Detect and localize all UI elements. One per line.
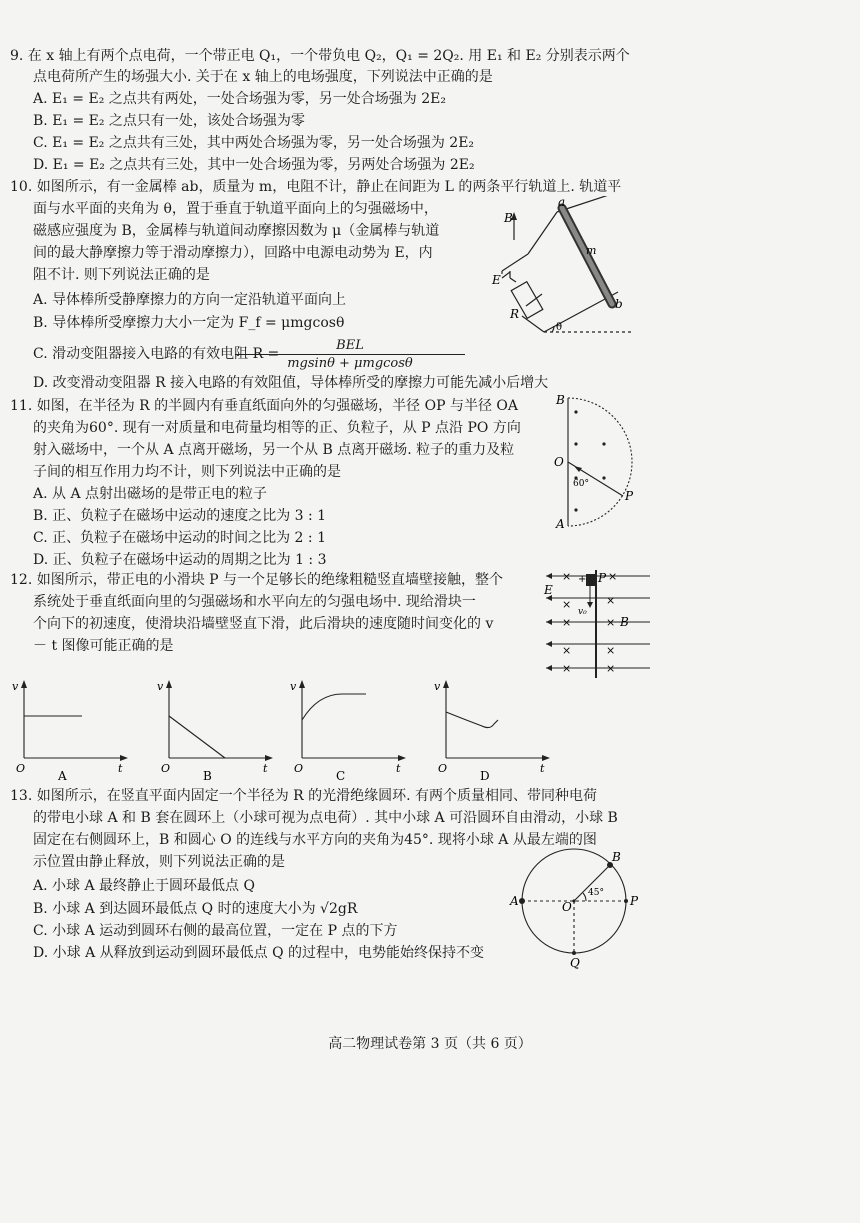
q10-fig-label-a: a (558, 196, 566, 209)
q11-option-c: C. 正、负粒子在磁场中运动的时间之比为 2 : 1 (33, 530, 326, 546)
q12-graph-b-o: O (161, 762, 171, 775)
q12-fig-cross-6: × (606, 594, 616, 607)
q10-stem-line3: 磁感应强度为 B，金属棒与轨道间动摩擦因数为 μ（金属棒与轨道 (33, 223, 440, 239)
q12-graph-a-v: v (12, 680, 19, 693)
q11-stem-line3: 射入磁场中，一个从 A 点离开磁场，另一个从 B 点离开磁场. 粒子的重力及粒 (33, 442, 515, 458)
q10-fig-label-b-end: b (615, 297, 623, 311)
q13-stem-line1: 13. 如图所示，在竖直平面内固定一个半径为 R 的光滑绝缘圆环. 有两个质量相同、带同种电荷 (10, 788, 598, 804)
q10-fraction-numerator: BEL (235, 338, 465, 355)
q10-fig-label-r: R (510, 307, 520, 321)
q13-stem-line2: 的带电小球 A 和 B 套在圆环上（小球可视为点电荷）. 其中小球 A 可沿圆环自由滑动，小球 B (33, 810, 618, 826)
q13-fig-label-q: Q (570, 956, 580, 970)
q11-figure-semicircle (548, 392, 648, 532)
q12-fig-label-p: P (598, 571, 607, 585)
q12-stem-line4: － t 图像可能正确的是 (33, 638, 174, 654)
q12-graph-a (10, 676, 130, 786)
q13-fig-label-o: O (562, 900, 572, 914)
q13-fig-label-a: A (510, 894, 519, 908)
q10-option-a: A. 导体棒所受静摩擦力的方向一定沿轨道平面向上 (33, 292, 347, 308)
q9-stem-line2: 点电荷所产生的场强大小. 关于在 x 轴上的电场强度，下列说法中正确的是 (33, 69, 493, 85)
q13-fig-label-b: B (612, 850, 621, 864)
q11-option-b: B. 正、负粒子在磁场中运动的速度之比为 3 : 1 (33, 508, 327, 524)
q13-option-c: C. 小球 A 运动到圆环右侧的最高位置，一定在 P 点的下方 (33, 923, 398, 939)
q9-option-c: C. E₁ = E₂ 之点共有三处，其中两处合场强为零，另一处合场强为 2E₂ (33, 135, 475, 151)
q12-graph-a-o: O (16, 762, 26, 775)
q12-graph-b-t: t (263, 762, 268, 775)
q12-fig-cross-4: × (562, 644, 572, 657)
q11-fig-label-angle: 60° (573, 479, 589, 489)
q11-option-d: D. 正、负粒子在磁场中运动的周期之比为 1 : 3 (33, 552, 327, 568)
q10-option-c: C. 滑动变阻器接入电路的有效电阻 R = (33, 346, 280, 362)
q12-fig-cross-3: × (562, 616, 572, 629)
q10-option-c-fraction (235, 338, 465, 371)
q10-fig-label-theta: θ (556, 322, 563, 333)
q12-fig-cross-10: × (608, 570, 618, 583)
q12-graph-b-label: B (203, 769, 212, 783)
q11-stem-line4: 子间的相互作用力均不计，则下列说法中正确的是 (33, 464, 341, 480)
q12-graph-c-label: C (336, 769, 346, 783)
q13-stem-line4: 示位置由静止释放，则下列说法正确的是 (33, 854, 285, 870)
q11-fig-label-a: A (556, 517, 565, 531)
q10-fig-label-b-field: B (504, 211, 513, 225)
q10-stem-line4: 间的最大静摩擦力等于滑动摩擦力），回路中电源电动势为 E，内 (33, 245, 433, 261)
q11-option-a: A. 从 A 点射出磁场的是带正电的粒子 (33, 486, 268, 502)
q9-option-b: B. E₁ = E₂ 之点只有一处，该处合场强为零 (33, 113, 305, 129)
q12-graph-d-v: v (434, 680, 441, 693)
q10-stem-line1: 10. 如图所示，有一金属棒 ab，质量为 m，电阻不计，静止在间距为 L 的两条平行轨道上. 轨道平 (10, 179, 622, 195)
q11-fig-label-o: O (554, 455, 564, 469)
q12-graph-a-t: t (118, 762, 123, 775)
q12-fig-cross-2: × (562, 598, 572, 611)
q10-fig-label-e: E (492, 273, 501, 287)
q12-fig-label-v0: v₀ (578, 607, 587, 617)
q13-stem-line3: 固定在右侧圆环上，B 和圆心 O 的连线与水平方向的夹角为45°. 现将小球 A 从最左端的图 (33, 832, 597, 848)
q12-stem-line2: 系统处于垂直纸面向里的匀强磁场和水平向左的匀强电场中. 现给滑块一 (33, 594, 476, 610)
q13-option-b: B. 小球 A 到达圆环最低点 Q 时的速度大小为 √2gR (33, 901, 358, 917)
q12-stem-line3: 个向下的初速度，使滑块沿墙壁竖直下滑，此后滑块的速度随时间变化的 v (33, 616, 494, 632)
q12-fig-cross-7: × (606, 616, 616, 629)
q9-stem-line1: 9. 在 x 轴上有两个点电荷，一个带正电 Q₁，一个带负电 Q₂，Q₁ = 2Q₂. 用 E₁ 和 E₂ 分别表示两个 (10, 48, 630, 64)
q12-graph-b (155, 676, 275, 786)
q12-graph-d-o: O (438, 762, 448, 775)
q12-fig-label-b: B (620, 615, 629, 629)
q10-option-d: D. 改变滑动变阻器 R 接入电路的有效阻值，导体棒所受的摩擦力可能先减小后增大 (33, 375, 549, 391)
q10-option-b: B. 导体棒所受摩擦力大小一定为 F_f = μmgcosθ (33, 315, 345, 331)
q13-option-a: A. 小球 A 最终静止于圆环最低点 Q (33, 878, 255, 894)
q11-stem-line2: 的夹角为60°. 现有一对质量和电荷量均相等的正、负粒子，从 P 点沿 PO 方向 (33, 420, 521, 436)
q12-stem-line1: 12. 如图所示，带正电的小滑块 P 与一个足够长的绝缘粗糙竖直墙壁接触，整个 (10, 572, 504, 588)
q13-figure-ring (508, 845, 658, 973)
q12-graph-d-t: t (540, 762, 545, 775)
q13-fig-label-p: P (630, 894, 639, 908)
q12-graph-d-label: D (480, 769, 490, 783)
q12-graph-c-t: t (396, 762, 401, 775)
q12-graph-c-v: v (290, 680, 297, 693)
q12-graph-c (288, 676, 408, 786)
q10-figure-rails (490, 196, 640, 348)
q12-graph-d (432, 676, 552, 786)
page-footer: 高二物理试卷第 3 页（共 6 页） (328, 1036, 532, 1052)
q12-fig-label-e: E (544, 583, 553, 597)
q12-fig-cross-1: × (562, 570, 572, 583)
q12-graph-a-label: A (58, 769, 67, 783)
q12-figure-wall (540, 566, 652, 680)
q11-stem-line1: 11. 如图，在半径为 R 的半圆内有垂直纸面向外的匀强磁场，半径 OP 与半径 OA (10, 398, 518, 414)
q13-option-d: D. 小球 A 从释放到运动到圆环最低点 Q 的过程中，电势能始终保持不变 (33, 945, 485, 961)
q9-option-d: D. E₁ = E₂ 之点共有三处，其中一处合场强为零，另两处合场强为 2E₂ (33, 157, 475, 173)
q11-fig-label-p: P (625, 489, 634, 503)
q10-stem-line5: 阻不计. 则下列说法正确的是 (33, 267, 210, 283)
q9-option-a: A. E₁ = E₂ 之点共有两处，一处合场强为零，另一处合场强为 2E₂ (33, 91, 446, 107)
q12-fig-plus: + (578, 574, 587, 585)
q10-stem-line2: 面与水平面的夹角为 θ，置于垂直于轨道平面向上的匀强磁场中， (33, 201, 438, 217)
q13-fig-label-angle: 45° (588, 888, 604, 898)
q12-fig-cross-9: × (606, 662, 616, 675)
q10-fig-label-m: m (586, 244, 597, 257)
q12-fig-cross-8: × (606, 644, 616, 657)
q12-fig-cross-5: × (562, 662, 572, 675)
q10-fraction-denominator: mgsinθ + μmgcosθ (287, 356, 413, 371)
q12-graph-c-o: O (294, 762, 304, 775)
q12-graph-b-v: v (157, 680, 164, 693)
q11-fig-label-b: B (556, 393, 565, 407)
